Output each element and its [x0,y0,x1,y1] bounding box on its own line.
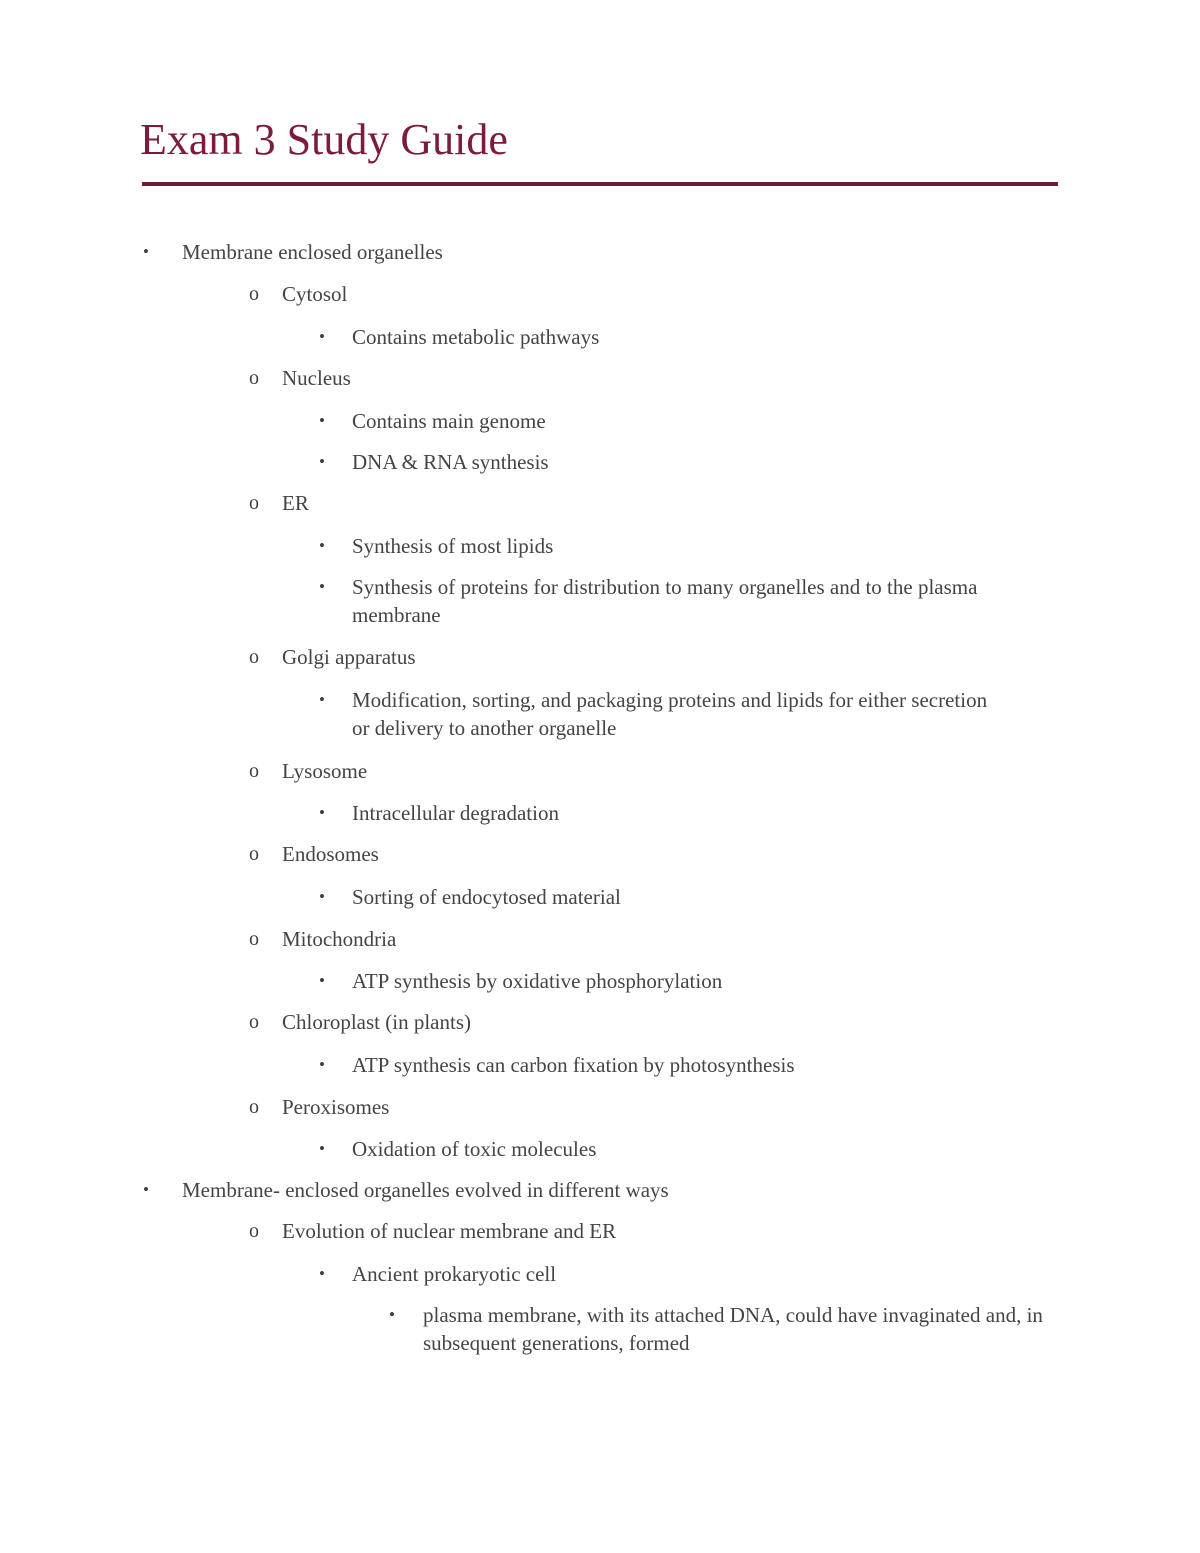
list-item [244,489,1062,517]
circle-bullet-icon: o [249,1220,259,1242]
list-item-text: Endosomes [282,842,379,866]
circle-bullet-icon: o [249,367,259,389]
list-item [244,1217,1062,1245]
disc-bullet-icon: • [389,1305,395,1324]
list-item [312,573,1062,629]
list-item-text: ATP synthesis by oxidative phosphorylation [352,969,723,993]
list-item [136,238,1062,266]
circle-bullet-icon: o [249,760,259,782]
list-item-text: Sorting of endocytosed material [352,885,621,909]
list-item-text: Nucleus [282,366,351,390]
list-item-text: ER [282,491,309,515]
list-item-text: Cytosol [282,282,348,306]
list-item [312,686,992,742]
disc-bullet-icon: • [319,452,325,471]
page-title: Exam 3 Study Guide [140,115,508,164]
list-item [244,840,1062,868]
list-item [312,1051,1062,1079]
list-item-text: Peroxisomes [282,1095,390,1119]
list-item [244,280,1062,308]
list-item [136,1176,1062,1204]
list-item-text: Contains metabolic pathways [352,325,600,349]
list-item [244,1008,1062,1036]
list-item [312,967,1062,995]
disc-bullet-icon: • [319,1139,325,1158]
disc-bullet-icon: • [319,1055,325,1074]
list-item [382,1301,1063,1357]
list-item-text: Synthesis of proteins for distribution to many organelles and to the plasma membrane [352,575,978,627]
list-item-text: DNA & RNA synthesis [352,450,549,474]
circle-bullet-icon: o [249,283,259,305]
list-item-text: ATP synthesis can carbon fixation by photosynthesis [352,1053,795,1077]
list-item-text: plasma membrane, with its attached DNA, could have invaginated and, in subsequent generations, formed [423,1303,1043,1355]
list-item [312,407,1062,435]
disc-bullet-icon: • [319,690,325,709]
list-item-text: Membrane enclosed organelles [182,240,443,264]
disc-bullet-icon: • [319,887,325,906]
list-item-text: Contains main genome [352,409,546,433]
list-item [244,643,1062,671]
list-item-text: Ancient prokaryotic cell [352,1262,557,1286]
list-item-text: Intracellular degradation [352,801,559,825]
circle-bullet-icon: o [249,492,259,514]
circle-bullet-icon: o [249,1011,259,1033]
circle-bullet-icon: o [249,843,259,865]
list-item [312,532,1062,560]
disc-bullet-icon: • [319,536,325,555]
list-item [244,757,1062,785]
list-item [312,448,1062,476]
disc-bullet-icon: • [319,411,325,430]
list-item [244,925,1062,953]
circle-bullet-icon: o [249,646,259,668]
disc-bullet-icon: • [319,327,325,346]
list-item-text: Evolution of nuclear membrane and ER [282,1219,617,1243]
disc-bullet-icon: • [319,1264,325,1283]
list-item [312,1135,1062,1163]
list-item [312,323,1062,351]
circle-bullet-icon: o [249,1096,259,1118]
list-item-text: Membrane- enclosed organelles evolved in different ways [182,1178,669,1202]
list-item-text: Mitochondria [282,927,397,951]
list-item-text: Oxidation of toxic molecules [352,1137,597,1161]
disc-bullet-icon: • [143,1180,149,1199]
list-item [312,799,1062,827]
list-item [312,883,1062,911]
list-item-text: Synthesis of most lipids [352,534,554,558]
list-item [244,1093,1062,1121]
disc-bullet-icon: • [319,577,325,596]
disc-bullet-icon: • [143,242,149,261]
disc-bullet-icon: • [319,971,325,990]
list-item-text: Modification, sorting, and packaging proteins and lipids for either secretion or delivery to another organelle [352,688,988,740]
list-item-text: Lysosome [282,759,368,783]
disc-bullet-icon: • [319,803,325,822]
list-item [312,1260,1062,1288]
list-item-text: Golgi apparatus [282,645,416,669]
circle-bullet-icon: o [249,928,259,950]
list-item-text: Chloroplast (in plants) [282,1010,471,1034]
list-item [244,364,1062,392]
